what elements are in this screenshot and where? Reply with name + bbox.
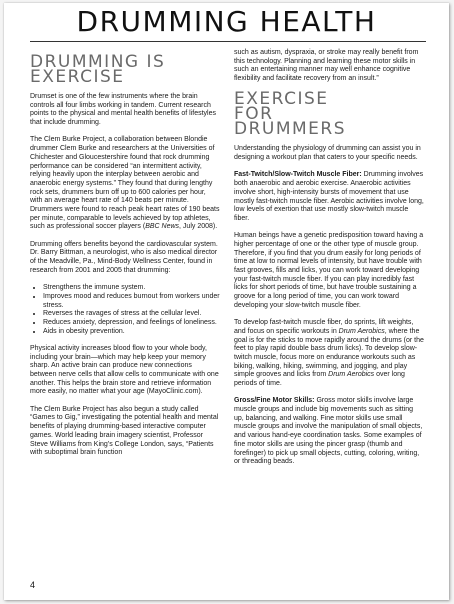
paragraph: Understanding the physiology of drumming can assist you in designing a workout plan that caters to your specific needs. xyxy=(234,145,421,162)
paragraph: Drumming offers benefits beyond the cardiovascular system. Dr. Barry Bittman, a neurologist, who is also medical director of the Meadville, Pa., Mind-Body Wellness Center, found in research from 2001 and 2005 that drumming: xyxy=(30,240,218,274)
paragraph-text: The Clem Burke Project, a collaboration between Blondie drummer Clem Burke and researchers at the Universities of Chichester and Gloucestershire found that rock drumming performance can be considered “an intermittent activity, relying heavily upon the interplay between aerobic and anaerobic energy systems.” They found that during lengthy rock sets, drummers burn off up to 600 calories per hour, with an average heart rate of 140 beats per minute. Drummers were found to reach peak heart rates of 190 beats per minute, comparable to levels achieved by top athletes, such as professional soccer players xyxy=(30,136,220,231)
paragraph xyxy=(30,136,220,232)
page xyxy=(4,3,449,600)
heading-line: DRUMMING IS xyxy=(30,52,166,72)
paragraph-text: To develop fast-twitch muscle fiber, do sprints, lift weights, and focus on specific workouts in xyxy=(234,319,414,335)
paragraph: Drumset is one of the few instruments where the brain controls all four limbs working in tandem. Current research points to the physical and mental health benefits of lifestyles that include drumming. xyxy=(30,93,216,127)
citation-open: ( xyxy=(142,223,146,231)
heading-line: EXERCISE xyxy=(234,89,329,110)
paragraph xyxy=(234,397,424,467)
page-number: 4 xyxy=(30,580,36,590)
heading-line: EXERCISE xyxy=(30,67,125,87)
paragraph-text: Drumming involves both anaerobic and aerobic exercise. Anaerobic activities involve short, high-intensity bursts of movement that use mostly fast-twitch muscle fiber. Aerobic activities involve long, low levels of exertion that use mostly slow-twitch muscle fiber. xyxy=(234,171,424,222)
paragraph: Human beings have a genetic predisposition toward having a higher percentage of one or the other type of muscle group. Therefore, if you find that you drum easily for long periods of time at low to normal levels of intensity, but have trouble with fast grooves, fills and licks, you can work toward developing your fast-twitch muscle fiber. If you can play incredibly fast licks for short periods of time, but have trouble sustaining a groove for a long period of time, you can work toward developing your slow-twitch muscle fiber. xyxy=(234,232,424,309)
paragraph xyxy=(234,319,424,389)
right-column xyxy=(234,49,424,476)
book-title: Drum Aerobics xyxy=(328,371,375,379)
list-item: • Strengthens the immune system. xyxy=(43,284,220,293)
list-item: • Improves mood and reduces burnout from workers under stress. xyxy=(43,293,220,310)
paragraph: Physical activity increases blood flow to your whole body, including your brain—which may help keep your memory sharp. An active brain can produce new connections between nerve cells that allow cells to communicate with one another. This helps the brain store and retrieve information more easily, no matter what your age (MayoClinic.com). xyxy=(30,344,219,396)
list-item: • Reduces anxiety, depression, and feelings of loneliness. xyxy=(43,319,220,328)
citation-source: BBC News xyxy=(145,223,180,231)
paragraph-text: over long periods of time. xyxy=(234,371,405,388)
book-title: Drum Aerobics xyxy=(338,327,385,335)
title-divider xyxy=(30,41,426,42)
lead-in: Fast-Twitch/Slow-Twitch Muscle Fiber: xyxy=(234,171,362,179)
heading-line: DRUMMERS xyxy=(234,119,347,140)
paragraph: The Clem Burke Project has also begun a study called “Games to Gig,” investigating the potential health and mental benefits of playing drumming-based interactive computer games. World leading brain imagery scientist, Professor Steve Williams from King’s College London, says, “Patients with suboptimal brain function xyxy=(30,405,219,457)
lead-in: Gross/Fine Motor Skills: xyxy=(234,397,315,405)
list-item: • Reverses the ravages of stress at the cellular level. xyxy=(43,310,220,319)
benefits-list xyxy=(30,284,220,336)
list-item: • Aids in obesity prevention. xyxy=(43,328,220,337)
section-heading-exercise-for-drummers xyxy=(234,89,424,140)
section-heading-drumming-is-exercise xyxy=(30,52,220,87)
page-title: DRUMMING HEALTH xyxy=(76,5,377,38)
paragraph: such as autism, dyspraxia, or stroke may really benefit from this technology. Planning and learning these motor skills in such an entertaining manner may well enhance cognitive flexibility and facilitate recovery from an insult.” xyxy=(234,49,419,83)
paragraph xyxy=(234,171,424,223)
citation-close: , July 2008). xyxy=(179,223,218,231)
paragraph-text: Gross motor skills involve large muscle groups and include big movements such as sitting up, balancing, and walking. Fine motor skills use small muscle groups and involve the manipulation of small objects, and various hand-eye coordination tasks. Some examples of fine motor skills are using the pincer grasp (thumb and forefinger) to pick up small objects, cutting, coloring, writing, or threading beads. xyxy=(234,397,423,466)
paragraph-text: , where the goal is for the sticks to move rapidly around the drums (or the feet to play rapid double bass drum licks). To develop slow-twitch muscle, focus more on endurance workouts such as biking, walking, hiking, swimming, and jogging, and play simple grooves and licks from xyxy=(234,327,424,379)
left-column xyxy=(30,52,220,467)
heading-line: FOR xyxy=(234,104,274,125)
